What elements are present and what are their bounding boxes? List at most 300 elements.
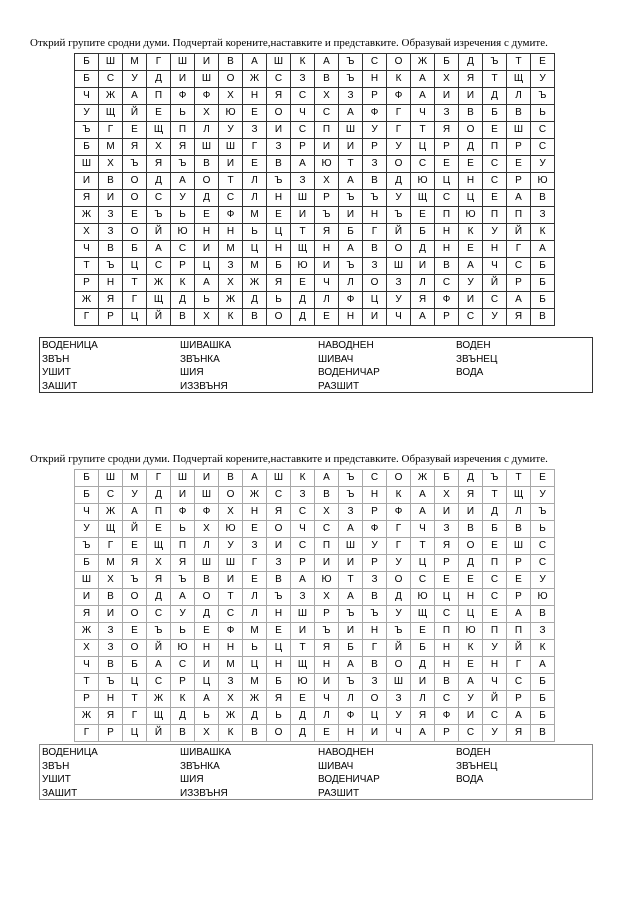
grid-letter: С [411,572,435,589]
grid-row [75,122,555,139]
grid-letter: Я [267,504,291,521]
grid-letter: Б [531,708,555,725]
grid-letter: П [507,623,531,640]
grid-letter: О [267,105,291,122]
grid-letter: В [435,674,459,691]
grid-letter: Ъ [267,173,291,190]
grid-letter: Д [195,606,219,623]
grid-letter: А [123,504,147,521]
grid-letter: Ф [339,708,363,725]
grid-letter: О [219,487,243,504]
grid-letter: У [171,606,195,623]
grid-letter: Ъ [75,122,99,139]
grid-letter: Т [339,156,363,173]
grid-letter: Ж [243,275,267,292]
grid-letter: Я [267,275,291,292]
grid-letter: Р [291,555,315,572]
grid-letter: Р [507,139,531,156]
word-item: ИЗЗВЪНЯ [180,380,228,392]
grid-letter: Ч [483,674,507,691]
grid-letter: Б [411,224,435,241]
grid-letter: Щ [147,708,171,725]
grid-letter: П [483,139,507,156]
grid-letter: Е [291,275,315,292]
grid-letter: Р [435,139,459,156]
grid-letter: Щ [147,292,171,309]
grid-letter: Р [291,139,315,156]
grid-letter: З [243,122,267,139]
grid-letter: Ч [291,105,315,122]
grid-letter: С [483,708,507,725]
grid-letter: Б [483,105,507,122]
grid-letter: А [147,241,171,258]
grid-letter: Г [123,708,147,725]
grid-letter: С [435,190,459,207]
grid-letter: Е [315,725,339,742]
grid-letter: О [219,71,243,88]
grid-letter: Д [147,173,171,190]
grid-letter: И [291,623,315,640]
grid-letter: Н [99,691,123,708]
grid-letter: Р [315,606,339,623]
grid-letter: Ш [171,54,195,71]
grid-letter: Ж [219,292,243,309]
grid-letter: З [387,275,411,292]
grid-letter: Ц [123,674,147,691]
grid-letter: Ш [507,122,531,139]
grid-letter: Я [507,309,531,326]
grid-letter: Х [219,504,243,521]
grid-letter: Х [315,504,339,521]
grid-letter: Р [99,309,123,326]
grid-row [75,470,555,487]
grid-letter: Ъ [339,674,363,691]
grid-letter: Т [123,275,147,292]
grid-letter: У [363,122,387,139]
grid-row [75,54,555,71]
grid-letter: Б [75,54,99,71]
grid-letter: О [195,589,219,606]
grid-letter: С [531,555,555,572]
grid-letter: Х [195,105,219,122]
grid-letter: Й [387,640,411,657]
grid-letter: Я [459,487,483,504]
grid-letter: В [435,258,459,275]
grid-letter: Б [123,657,147,674]
letter-grid [74,469,555,742]
grid-letter: Ъ [339,71,363,88]
grid-letter: Н [459,589,483,606]
grid-letter: З [219,258,243,275]
grid-letter: Ч [411,521,435,538]
grid-letter: И [99,190,123,207]
grid-letter: С [483,173,507,190]
grid-letter: Х [75,224,99,241]
grid-letter: Ъ [171,156,195,173]
grid-letter: Е [243,521,267,538]
grid-letter: З [339,504,363,521]
grid-letter: И [315,674,339,691]
grid-letter: И [195,657,219,674]
grid-letter: З [219,674,243,691]
grid-letter: Ь [531,521,555,538]
grid-row [75,258,555,275]
grid-letter: Ж [99,504,123,521]
grid-letter: А [315,470,339,487]
grid-letter: Й [387,224,411,241]
grid-letter: У [531,71,555,88]
grid-letter: М [99,555,123,572]
grid-letter: В [363,657,387,674]
grid-letter: У [483,640,507,657]
grid-letter: А [315,54,339,71]
grid-letter: Ф [387,88,411,105]
grid-letter: Г [75,309,99,326]
grid-letter: К [531,640,555,657]
grid-letter: В [99,241,123,258]
grid-letter: И [99,606,123,623]
grid-row [75,640,555,657]
grid-letter: И [315,139,339,156]
grid-letter: В [531,725,555,742]
grid-letter: С [291,88,315,105]
grid-row [75,606,555,623]
grid-letter: Щ [147,122,171,139]
grid-letter: Ш [99,54,123,71]
word-item: ВОДА [456,367,484,378]
grid-letter: И [315,555,339,572]
word-item: ВОДЕНИЦА [42,340,98,351]
grid-letter: У [171,190,195,207]
grid-row [75,538,555,555]
grid-letter: Е [291,691,315,708]
grid-letter: З [291,173,315,190]
grid-letter: Ж [411,470,435,487]
grid-letter: С [291,504,315,521]
grid-letter: Ц [243,241,267,258]
grid-letter: Ч [315,691,339,708]
grid-letter: Г [123,292,147,309]
grid-letter: Н [435,224,459,241]
grid-letter: Ч [411,105,435,122]
grid-letter: Н [243,88,267,105]
grid-letter: Ц [411,555,435,572]
grid-letter: П [435,207,459,224]
grid-letter: Л [243,589,267,606]
grid-letter: Й [147,725,171,742]
grid-letter: Б [75,71,99,88]
grid-row [75,708,555,725]
grid-letter: Г [387,521,411,538]
grid-letter: У [387,190,411,207]
grid-letter: Ю [315,572,339,589]
grid-letter: Р [507,555,531,572]
grid-letter: В [243,725,267,742]
grid-letter: Ь [171,207,195,224]
grid-letter: И [363,309,387,326]
grid-letter: Ъ [363,190,387,207]
grid-letter: Х [219,691,243,708]
grid-letter: Я [75,190,99,207]
grid-letter: М [243,207,267,224]
word-item: ВОДА [456,774,484,785]
grid-letter: А [339,657,363,674]
grid-letter: Ж [219,708,243,725]
grid-letter: Ц [459,190,483,207]
grid-letter: Ь [195,292,219,309]
grid-letter: Ъ [531,504,555,521]
word-item: ЗВЪНЕЦ [456,760,498,772]
grid-letter: Ь [243,224,267,241]
grid-letter: Ч [75,88,99,105]
grid-letter: О [459,538,483,555]
grid-letter: У [459,275,483,292]
grid-letter: Ч [75,657,99,674]
grid-letter: У [123,487,147,504]
grid-letter: В [531,309,555,326]
grid-letter: З [99,207,123,224]
grid-letter: Ф [195,504,219,521]
grid-letter: Б [531,674,555,691]
word-item: ЗВЪНКА [180,760,220,772]
grid-letter: Ш [75,156,99,173]
grid-letter: Ь [171,623,195,640]
grid-letter: К [219,309,243,326]
grid-letter: У [459,691,483,708]
grid-letter: Р [75,275,99,292]
grid-letter: О [387,156,411,173]
grid-letter: И [75,589,99,606]
word-item: ЗАШИТ [42,787,78,799]
grid-letter: С [483,292,507,309]
grid-letter: Ш [339,538,363,555]
grid-letter: Ь [267,708,291,725]
grid-letter: Ш [219,555,243,572]
grid-letter: Н [267,241,291,258]
grid-letter: С [267,487,291,504]
grid-letter: Ю [171,640,195,657]
word-item: ШИВАШКА [180,340,232,351]
word-item: ЗВЪНКА [180,353,220,365]
grid-letter: Й [147,224,171,241]
grid-letter: З [435,105,459,122]
grid-letter: М [219,241,243,258]
grid-letter: С [435,275,459,292]
grid-letter: О [123,589,147,606]
grid-letter: С [459,309,483,326]
grid-letter: Е [243,105,267,122]
grid-letter: Н [267,657,291,674]
grid-letter: О [459,122,483,139]
grid-letter: П [171,538,195,555]
grid-letter: Щ [291,241,315,258]
grid-letter: Д [147,487,171,504]
grid-letter: У [219,122,243,139]
grid-letter: Х [219,88,243,105]
grid-row [75,725,555,742]
grid-letter: Н [363,71,387,88]
grid-letter: Ю [459,623,483,640]
grid-letter: И [459,708,483,725]
grid-letter: Е [507,572,531,589]
grid-letter: Ф [363,521,387,538]
grid-letter: М [243,258,267,275]
grid-letter: Ъ [315,623,339,640]
grid-letter: Е [459,657,483,674]
grid-letter: Я [123,139,147,156]
grid-letter: З [267,139,291,156]
grid-letter: Ц [267,640,291,657]
grid-letter: Б [75,487,99,504]
grid-letter: Е [483,190,507,207]
grid-letter: Ш [195,487,219,504]
grid-letter: Б [75,470,99,487]
grid-letter: Ъ [315,207,339,224]
grid-letter: Р [507,589,531,606]
grid-letter: Т [291,224,315,241]
grid-letter: Ч [291,521,315,538]
grid-letter: А [459,674,483,691]
grid-letter: Е [435,156,459,173]
word-item: ЗАШИТ [42,380,78,392]
grid-letter: Ф [171,88,195,105]
grid-letter: З [387,691,411,708]
grid-row [75,623,555,640]
grid-letter: Щ [507,71,531,88]
grid-letter: О [387,657,411,674]
grid-letter: Б [267,258,291,275]
grid-letter: С [219,606,243,623]
grid-letter: Л [339,275,363,292]
grid-letter: Т [483,71,507,88]
grid-letter: З [267,555,291,572]
word-item: ВОДЕН [456,340,491,351]
grid-letter: Щ [507,487,531,504]
grid-letter: Ч [315,275,339,292]
grid-letter: С [171,241,195,258]
grid-letter: Е [483,122,507,139]
grid-letter: Л [339,691,363,708]
grid-letter: О [267,521,291,538]
grid-letter: Ш [507,538,531,555]
grid-letter: Б [267,674,291,691]
grid-letter: Щ [411,190,435,207]
grid-letter: Б [75,139,99,156]
grid-letter: Б [531,275,555,292]
grid-letter: С [315,105,339,122]
grid-letter: А [243,54,267,71]
grid-letter: Н [99,275,123,292]
grid-letter: Ю [531,589,555,606]
grid-letter: Ь [171,521,195,538]
grid-letter: Ъ [339,606,363,623]
grid-letter: Е [459,156,483,173]
grid-row [75,674,555,691]
grid-letter: Г [243,139,267,156]
grid-letter: С [531,122,555,139]
grid-row [75,309,555,326]
grid-letter: К [171,275,195,292]
grid-letter: Н [339,309,363,326]
grid-letter: Ш [291,190,315,207]
grid-letter: Б [123,241,147,258]
grid-row [75,156,555,173]
grid-letter: Ъ [339,470,363,487]
grid-letter: Ш [219,139,243,156]
grid-letter: Ф [171,504,195,521]
grid-letter: Ж [99,88,123,105]
grid-letter: Ж [75,292,99,309]
grid-letter: Ь [531,105,555,122]
grid-letter: Г [363,640,387,657]
grid-row [75,691,555,708]
grid-letter: Ъ [75,538,99,555]
grid-letter: Н [219,224,243,241]
grid-letter: И [219,156,243,173]
grid-letter: Л [411,691,435,708]
grid-letter: С [315,521,339,538]
grid-letter: Ъ [483,54,507,71]
grid-letter: Т [411,122,435,139]
grid-letter: У [483,725,507,742]
grid-letter: Ъ [387,207,411,224]
grid-letter: С [483,572,507,589]
grid-letter: Т [483,487,507,504]
grid-letter: М [123,470,147,487]
word-list-box [39,744,593,800]
word-item: ВОДЕН [456,747,491,758]
grid-letter: Ъ [123,156,147,173]
grid-letter: Е [315,309,339,326]
grid-letter: Й [147,640,171,657]
grid-letter: И [459,88,483,105]
grid-letter: О [387,470,411,487]
grid-row [75,190,555,207]
grid-letter: В [315,71,339,88]
grid-letter: Г [147,54,171,71]
grid-letter: Л [243,190,267,207]
grid-letter: Т [219,173,243,190]
grid-letter: А [291,156,315,173]
grid-letter: Н [315,241,339,258]
grid-letter: И [339,139,363,156]
grid-letter: Б [339,640,363,657]
grid-letter: Д [411,241,435,258]
grid-letter: С [483,589,507,606]
grid-letter: О [267,725,291,742]
grid-letter: Я [147,572,171,589]
grid-letter: Я [171,555,195,572]
grid-letter: Ц [123,725,147,742]
grid-letter: Х [195,725,219,742]
grid-letter: Щ [411,606,435,623]
grid-letter: К [219,725,243,742]
grid-letter: Ш [339,122,363,139]
grid-letter: Е [147,105,171,122]
grid-letter: М [243,674,267,691]
grid-letter: Ъ [363,606,387,623]
grid-letter: Ш [75,572,99,589]
grid-letter: З [531,623,555,640]
grid-letter: Н [435,657,459,674]
grid-letter: Ф [387,504,411,521]
grid-letter: Т [219,589,243,606]
grid-letter: О [267,309,291,326]
grid-letter: Ш [195,555,219,572]
grid-letter: Х [435,71,459,88]
grid-letter: Ж [75,623,99,640]
grid-letter: З [435,521,459,538]
